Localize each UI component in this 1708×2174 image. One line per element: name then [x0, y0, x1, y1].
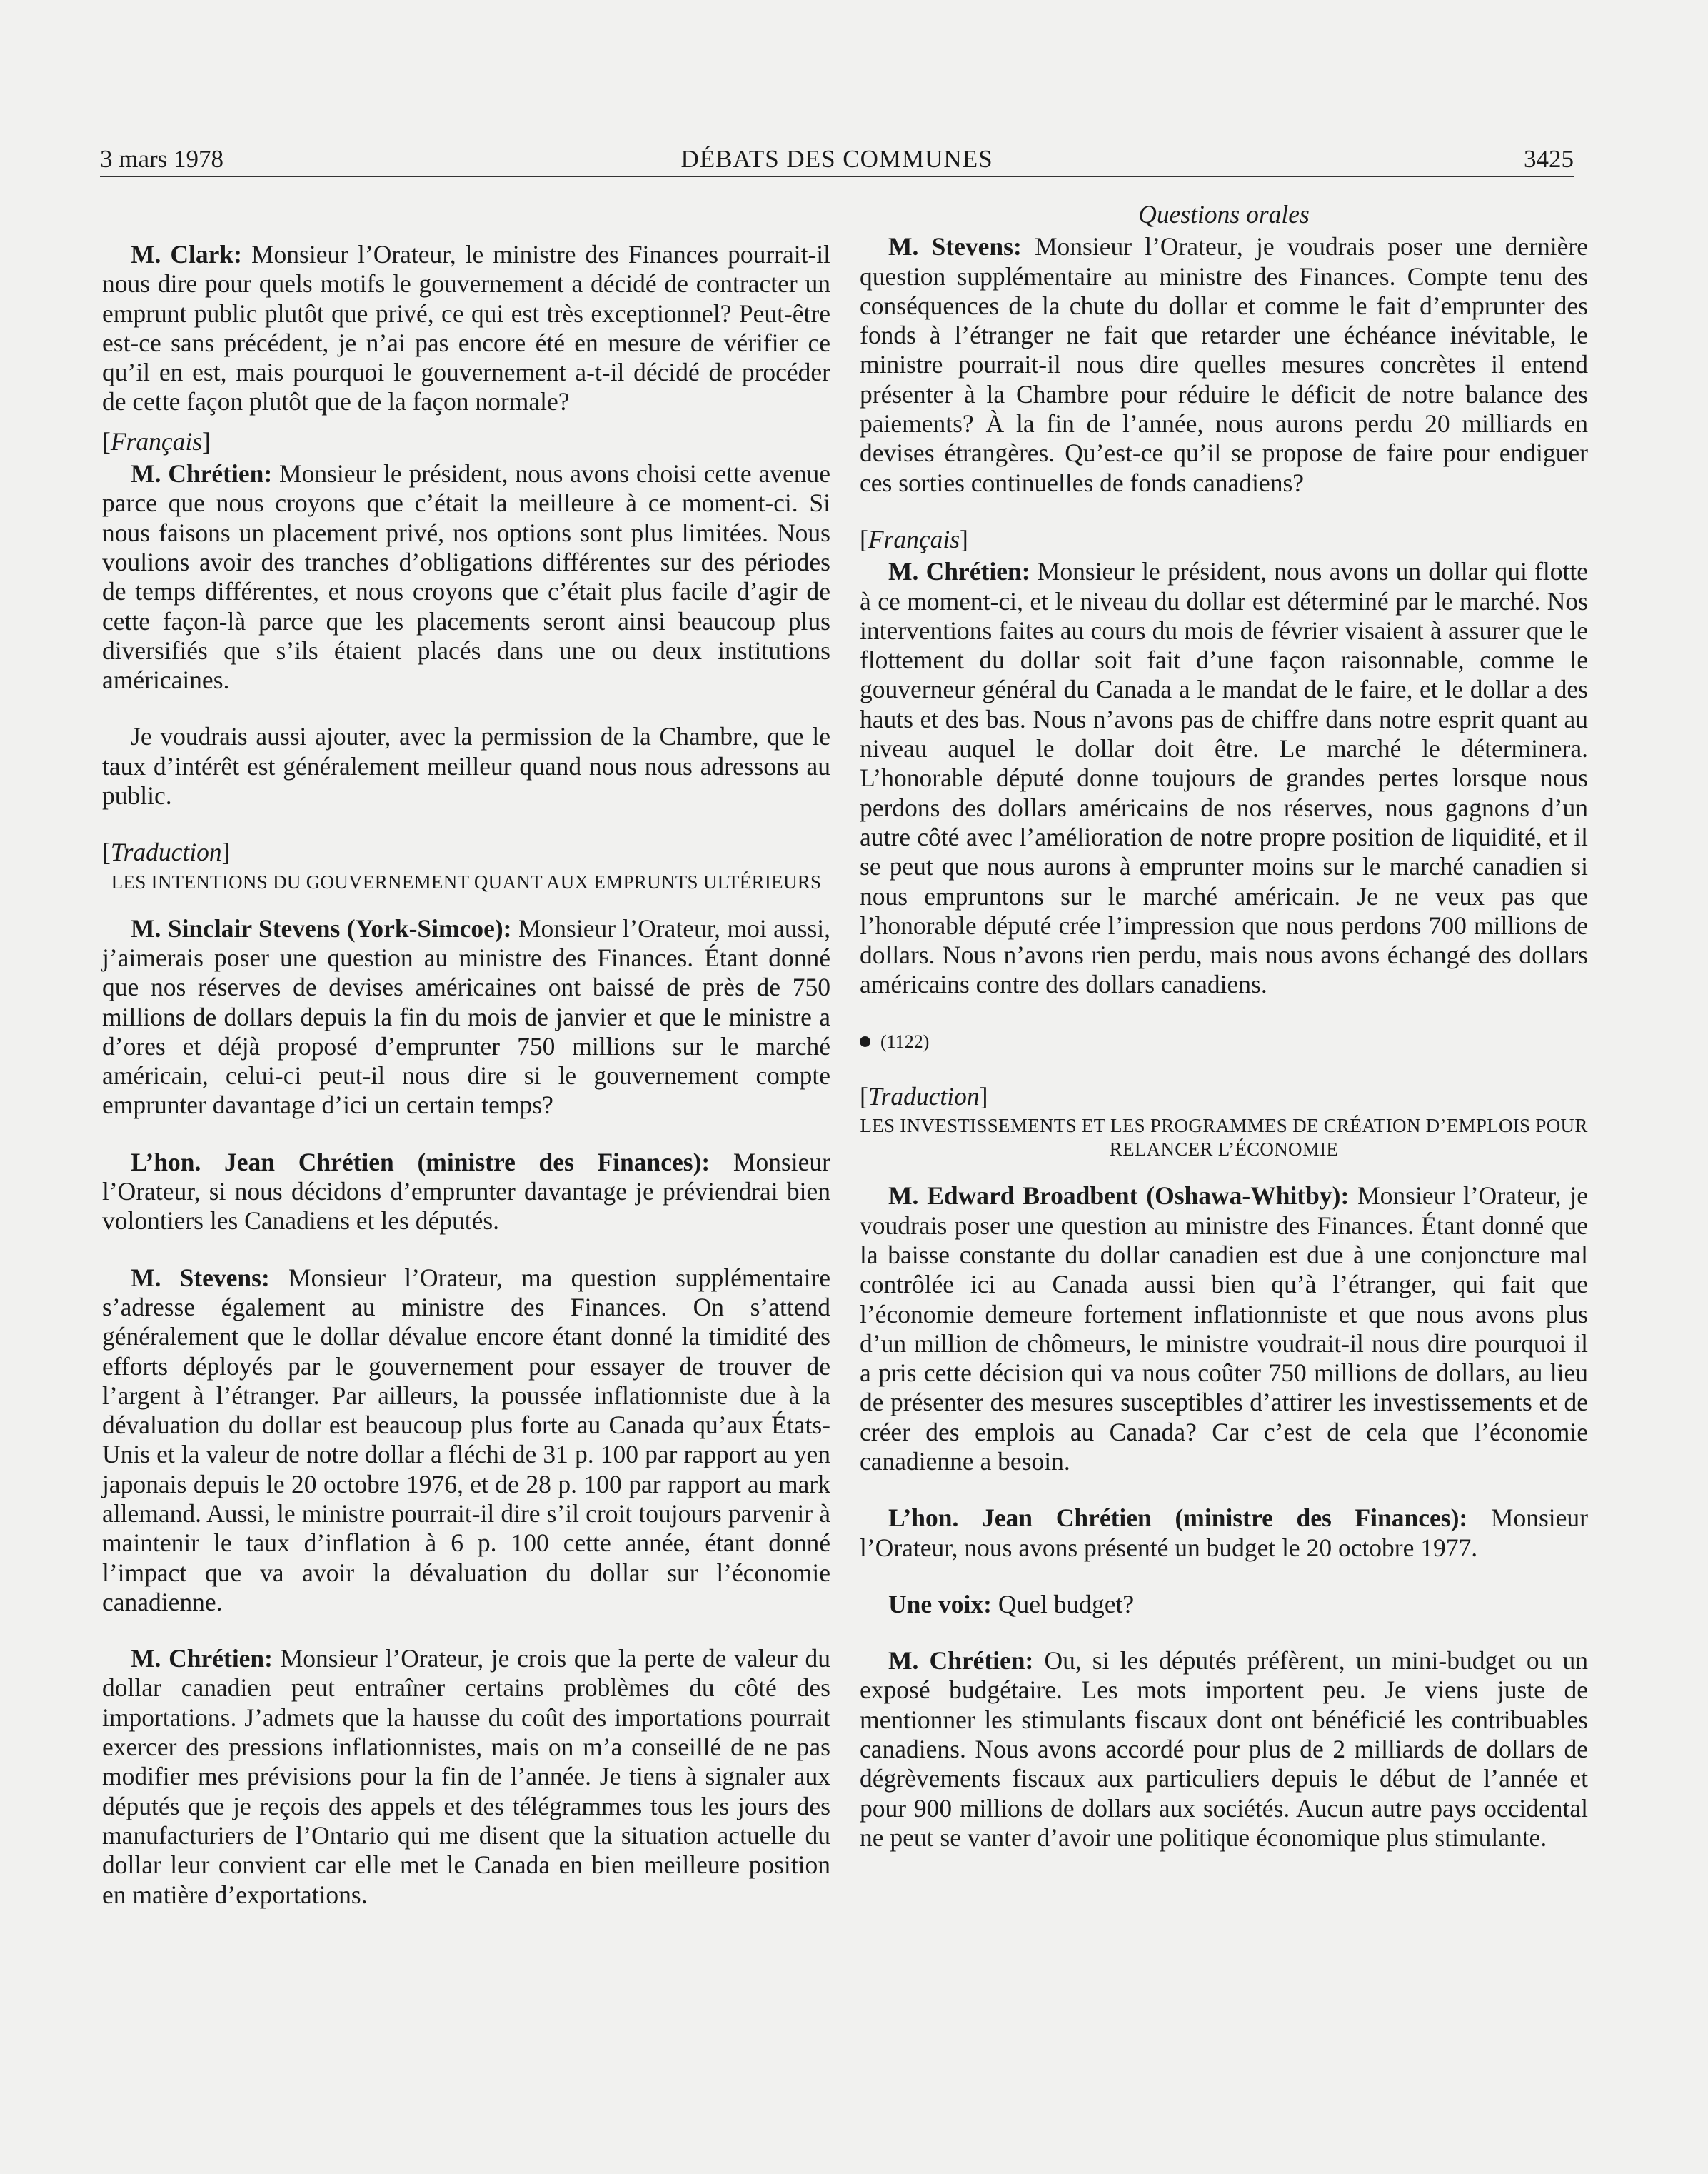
timestamp: (1122) — [880, 1031, 930, 1052]
speech-text: Monsieur le président, nous avons un dollar qui flotte à ce moment-ci, et le niveau du dollar est déterminé par le marché. Nos interventions faites au cours du mois de février visaient à assurer que le flottement du dollar soit fait d’une façon raisonnable, comme le gouverneur général du Canada a le mandat de le faire, et le dollar a des hauts et des bas. Nous n’avons pas de chiffre dans notre esprit quant au niveau auquel le dollar doit être. Le marché le déterminera. L’honorable député donne toujours de grandes pertes lorsque nous perdons des dollars américains de nos réserves, nous gagnons d’un autre côté avec l’amélioration de notre propre position de liquidité, et il se peut que nous aurons à emprunter moins sur le marché canadien si nous empruntons sur le marché américain. Je ne veux pas que l’honorable député crée l’impression que nous perdons 700 millions de dollars. Nous n’avons rien perdu, mais nous avons échangé des dollars américains contre des dollars canadiens. — [860, 557, 1588, 999]
bullet-icon — [860, 1036, 870, 1047]
speech-text: Monsieur l’Orateur, nous avons présenté un budget le 20 octobre 1977. — [860, 1503, 1588, 1562]
section-title: Questions orales — [1138, 200, 1310, 229]
speaker-name: M. Clark: — [131, 240, 242, 269]
language-marker: [Traduction] — [102, 838, 231, 867]
speech-text: Monsieur l’Orateur, je voudrais poser une question au ministre des Finances. Étant donné que la baisse constante du dollar canadien est due à une conjoncture mal contrôlée ici au Canada aussi bien qu’à l’étranger, qui fait que l’économie demeure fortement inflationniste et que nous avons plus d’un million de chômeurs, le ministre voudrait-il nous dire pourquoi il a pris cette décision qui va nous coûter 750 millions de dollars, au lieu de présenter des mesures susceptibles d’attirer les investissements et de créer des emplois au Canada? Car c’est de cela que l’économie canadienne a besoin. — [860, 1181, 1588, 1476]
language-marker: [Traduction] — [860, 1082, 988, 1111]
speech-text: Quel budget? — [991, 1589, 1135, 1618]
paragraph — [860, 232, 1588, 498]
speaker-name: M. Stevens: — [888, 232, 1022, 261]
speaker-name: L’hon. Jean Chrétien (ministre des Finances): — [131, 1147, 710, 1176]
left-column — [102, 240, 830, 1937]
speech-text: Je voudrais aussi ajouter, avec la permission de la Chambre, que le taux d’intérêt est généralement meilleur quand nous nous adressons au public. — [102, 722, 830, 811]
speaker-name: M. Chrétien: — [131, 459, 273, 489]
header-date: 3 mars 1978 — [100, 145, 224, 173]
paragraph — [860, 557, 1588, 999]
speaker-name: M. Stevens: — [131, 1263, 270, 1292]
paragraph — [102, 914, 830, 1121]
speech-text: Monsieur l’Orateur, ma question supplémentaire s’adresse également au ministre des Finances. On s’attend généralement que le dollar dévalue encore étant donné la timidité des efforts déployés par le gouvernement pour essayer de trouver de l’argent à l’étranger. Par ailleurs, la poussée inflationniste due à la dévaluation du dollar est beaucoup plus forte au Canada qu’aux États-Unis et la valeur de notre dollar a fléchi de 31 p. 100 par rapport au yen japonais depuis le 20 octobre 1976, et de 28 p. 100 par rapport au mark allemand. Aussi, le ministre pourrait-il dire s’il croit toujours parvenir à maintenir le taux d’inflation à 6 p. 100 cette année, étant donné l’impact que va avoir la dévaluation du dollar sur l’économie canadienne. — [102, 1263, 831, 1616]
speech-text: Monsieur le président, nous avons choisi cette avenue parce que nous croyons que c’était la meilleure à ce moment-ci. Si nous faisons un placement privé, nos options sont plus limitées. Nous voulions avoir des tranches d’obligations différentes sur des périodes de temps différentes, et nous croyons que c’était plus facile d’agir de cette façon-là parce que les placements seront ainsi beaucoup plus diversifiés que s’ils étaient placés dans une ou deux institutions américaines. — [102, 459, 830, 695]
speaker-name: M. Edward Broadbent (Oshawa-Whitby): — [888, 1181, 1350, 1211]
speech-text: Monsieur l’Orateur, je voudrais poser une dernière question supplémentaire au ministre des Finances. Compte tenu des conséquences de la chute du dollar et comme le fait d’emprunter des fonds à l’étranger ne fait que retarder une échéance inévitable, le ministre pourrait-il nous dire quelles mesures concrètes il entend présenter à la Chambre pour réduire le déficit de notre balance des paiements? À la fin de l’année, nous aurons perdu 20 milliards en devises étrangères. Qu’est-ce qu’il se propose de faire pour endiguer ces sorties continuelles de fonds canadiens? — [860, 232, 1588, 497]
speaker-name: Une voix: — [888, 1589, 992, 1618]
paragraph — [860, 1646, 1588, 1853]
speech-text: Monsieur l’Orateur, si nous décidons d’emprunter davantage je préviendrai bien volontiers les Canadiens et les députés. — [102, 1147, 830, 1236]
right-column — [860, 200, 1588, 1880]
page-number: 3425 — [1524, 145, 1574, 173]
paragraph — [102, 1148, 830, 1236]
speaker-name: M. Sinclair Stevens (York-Simcoe): — [131, 913, 512, 943]
language-marker: [Français] — [102, 426, 211, 456]
speaker-name: L’hon. Jean Chrétien (ministre des Finances): — [888, 1503, 1468, 1533]
speech-text: Monsieur l’Orateur, moi aussi, j’aimerais poser une question au ministre des Finances. Étant donné que nos réserves de devises américaines ont baissé de près de 750 millions de dollars depuis la fin du mois de janvier et que le ministre a d’ores et déjà proposé d’emprunter 750 millions sur le marché américain, celui-ci peut-il nous dire si le gouvernement compte emprunter davantage d’ici un certain temps? — [102, 913, 831, 1120]
paragraph — [102, 1644, 830, 1910]
language-marker: [Français] — [860, 524, 968, 553]
paragraph — [860, 1181, 1588, 1476]
speech-text: Monsieur l’Orateur, je crois que la perte de valeur du dollar canadien peut entraîner certains problèmes du côté des importations. J’admets que la hausse du coût des importations pourrait exercer des pressions inflationnistes, mais on m’a conseillé de ne pas modifier mes prévisions pour la fin de l’année. Je tiens à signaler aux députés que je reçois des appels et des télégrammes tous les jours des manufacturiers de l’Ontario qui me disent que la situation actuelle du dollar leur convient car elle met le Canada en bien meilleure position en matière d’exportations. — [102, 1644, 830, 1909]
paragraph — [102, 459, 830, 695]
paragraph — [102, 1263, 830, 1618]
page-header — [100, 143, 1574, 177]
section-heading: LES INVESTISSEMENTS ET LES PROGRAMMES DE CRÉATION D’EMPLOIS POUR RELANCER L’ÉCONOMIE — [860, 1115, 1588, 1161]
paragraph — [860, 1590, 1588, 1619]
paragraph — [860, 1503, 1588, 1563]
paragraph — [102, 722, 830, 811]
speaker-name: M. Chrétien: — [888, 557, 1030, 586]
paragraph — [102, 240, 830, 417]
speaker-name: M. Chrétien: — [131, 1644, 273, 1673]
speech-text: Monsieur l’Orateur, le ministre des Finances pourrait-il nous dire pour quels motifs le gouvernement a décidé de contracter un emprunt public plutôt que privé, ce qui est très exceptionnel? Peut-être est-ce sans précédent, je n’ai pas encore été en mesure de vérifier ce qu’il en est, mais pourquoi le gouvernement a-t-il décidé de procéder de cette façon plutôt que de la façon normale? — [102, 240, 830, 416]
header-title: DÉBATS DES COMMUNES — [680, 145, 993, 173]
time-marker — [860, 1027, 1588, 1056]
section-heading: LES INTENTIONS DU GOUVERNEMENT QUANT AUX EMPRUNTS ULTÉRIEURS — [111, 871, 822, 893]
speaker-name: M. Chrétien: — [888, 1646, 1034, 1675]
speech-text: Ou, si les députés préfèrent, un mini-budget ou un exposé budgétaire. Les mots importent peu. Je viens juste de mentionner les stimulants fiscaux dont ont bénéficié les contribuables canadiens. Nous avons accordé pour plus de 2 milliards de dollars de dégrèvements fiscaux aux particuliers depuis le début de l’année et pour 900 millions de dollars aux sociétés. Aucun autre pays occidental ne peut se vanter d’avoir une politique économique plus stimulante. — [860, 1646, 1588, 1852]
